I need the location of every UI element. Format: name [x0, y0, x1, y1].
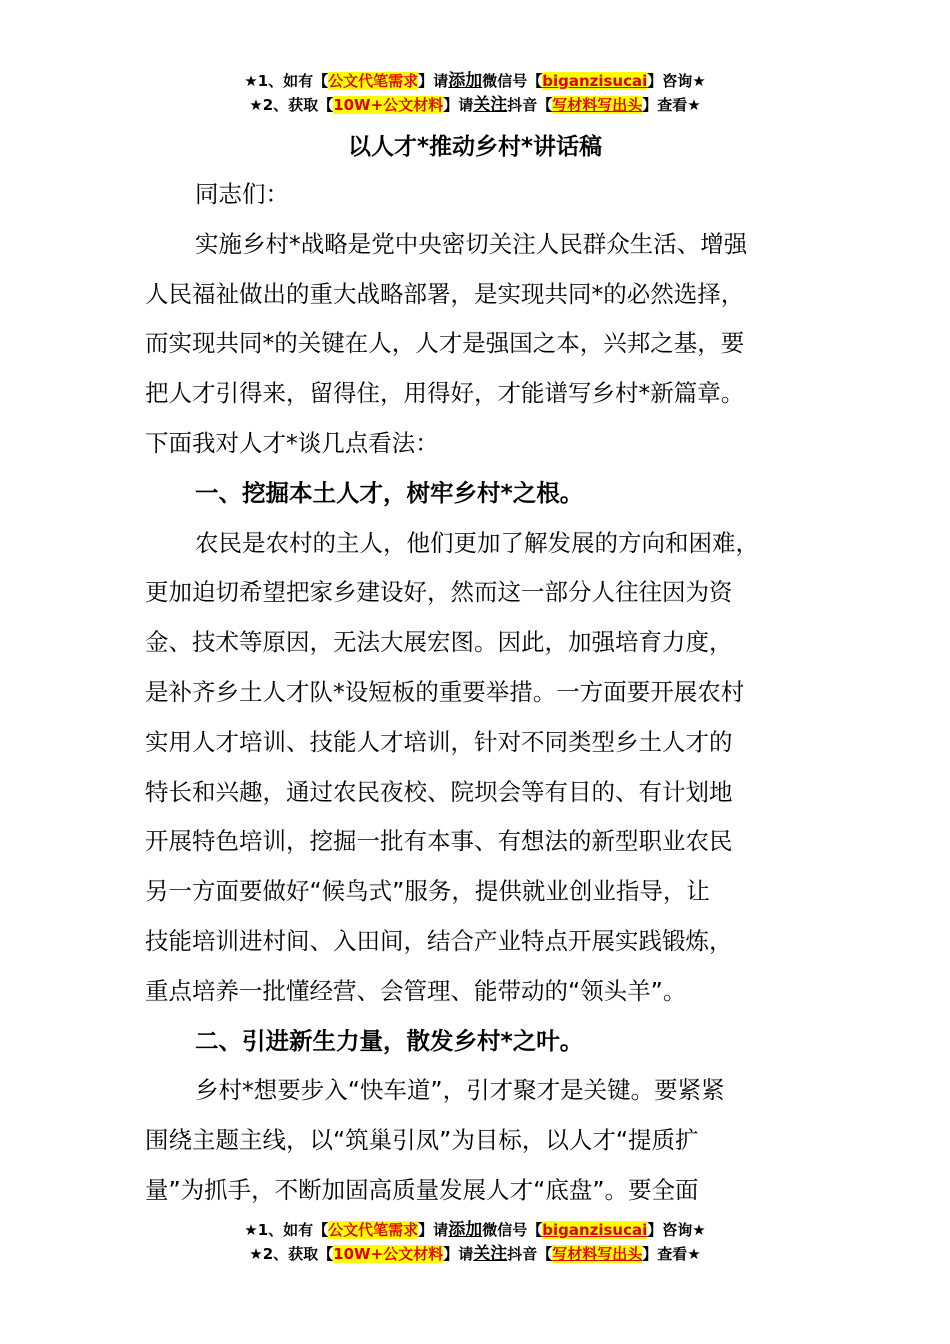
section-heading: 二、引进新生力量，散发乡村*之叶。	[195, 1026, 584, 1055]
promo-emphasis: 添加	[448, 71, 483, 91]
promo-text: 】请	[443, 1245, 474, 1263]
promo-line-2	[0, 93, 950, 117]
body-text-line: 技能培训进村间、入田间，结合产业特点开展实践锻炼，	[145, 926, 733, 955]
promo-highlight: 10W+公文材料	[333, 1245, 444, 1263]
body-text-line: 把人才引得来，留得住，用得好，才能谱写乡村*新篇章。	[145, 379, 745, 408]
promo-highlight: 10W+公文材料	[333, 96, 444, 114]
promo-text: 抖音【	[507, 1245, 553, 1263]
promo-text: 微信号【	[482, 1221, 543, 1239]
body-text-line: 乡村*想要步入“快车道”，引才聚才是关键。要紧紧	[195, 1076, 725, 1105]
promo-text: ★2、获取【	[249, 96, 334, 114]
promo-text: 】咨询★	[647, 72, 706, 90]
body-text-line: 同志们：	[195, 180, 289, 208]
promo-text: 】咨询★	[647, 1221, 706, 1239]
promo-emphasis: 添加	[448, 1220, 483, 1240]
body-text-line: 金、技术等原因，无法大展宏图。因此，加强培育力度，	[145, 628, 733, 657]
promo-text: 抖音【	[507, 96, 553, 114]
promo-wechat-id: biganzisucai	[542, 1221, 648, 1239]
promo-wechat-id: biganzisucai	[542, 72, 648, 90]
body-text-line: 而实现共同*的关键在人，人才是强国之本，兴邦之基，要	[145, 329, 745, 358]
promo-text: 】请	[418, 1221, 449, 1239]
document-title: 以人才*推动乡村*讲话稿	[347, 134, 603, 160]
promo-highlight: 公文代笔需求	[328, 72, 419, 90]
body-text-line: 是补齐乡土人才队*设短板的重要举措。一方面要开展农村	[145, 677, 745, 706]
body-text-line: 下面我对人才*谈几点看法：	[145, 428, 439, 457]
body-text-line: 重点培养一批懂经营、会管理、能带动的“领头羊”。	[145, 976, 687, 1005]
promo-text: 】请	[418, 72, 449, 90]
body-text-line: 特长和兴趣，通过农民夜校、院坝会等有目的、有计划地	[145, 777, 733, 806]
promo-douyin: 写材料写出头	[552, 1245, 643, 1263]
promo-highlight: 公文代笔需求	[328, 1221, 419, 1239]
promo-text: ★2、获取【	[249, 1245, 334, 1263]
promo-line-1	[0, 69, 950, 93]
body-text-line: 另一方面要做好“候鸟式”服务，提供就业创业指导，让	[145, 877, 710, 906]
body-text-line: 开展特色培训，挖掘一批有本事、有想法的新型职业农民	[145, 827, 733, 856]
promo-emphasis: 关注	[473, 1244, 508, 1264]
promo-text: 】查看★	[642, 1245, 701, 1263]
promo-text: 】查看★	[642, 96, 701, 114]
body-text-line: 更加迫切希望把家乡建设好，然而这一部分人往往因为资	[145, 578, 733, 607]
promo-footer-line-1	[0, 1218, 950, 1242]
promo-douyin: 写材料写出头	[552, 96, 643, 114]
body-text-line: 农民是农村的主人，他们更加了解发展的方向和困难，	[195, 528, 759, 557]
promo-text: 微信号【	[482, 72, 543, 90]
body-text-line: 人民福祉做出的重大战略部署，是实现共同*的必然选择，	[145, 279, 745, 308]
body-text-line: 实用人才培训、技能人才培训，针对不同类型乡土人才的	[145, 727, 733, 756]
body-text-line: 实施乡村*战略是党中央密切关注人民群众生活、增强	[195, 229, 748, 258]
promo-text: ★1、如有【	[244, 1221, 329, 1239]
promo-footer-line-2	[0, 1242, 950, 1266]
promo-text: ★1、如有【	[244, 72, 329, 90]
promo-emphasis: 关注	[473, 95, 508, 115]
section-heading: 一、挖掘本土人才，树牢乡村*之根。	[195, 478, 584, 507]
document-body	[145, 170, 825, 1216]
body-text-line: 量”为抓手，不断加固高质量发展人才“底盘”。要全面	[145, 1175, 699, 1204]
body-text-line: 围绕主题主线，以“筑巢引凤”为目标，以人才“提质扩	[145, 1126, 699, 1155]
promo-text: 】请	[443, 96, 474, 114]
